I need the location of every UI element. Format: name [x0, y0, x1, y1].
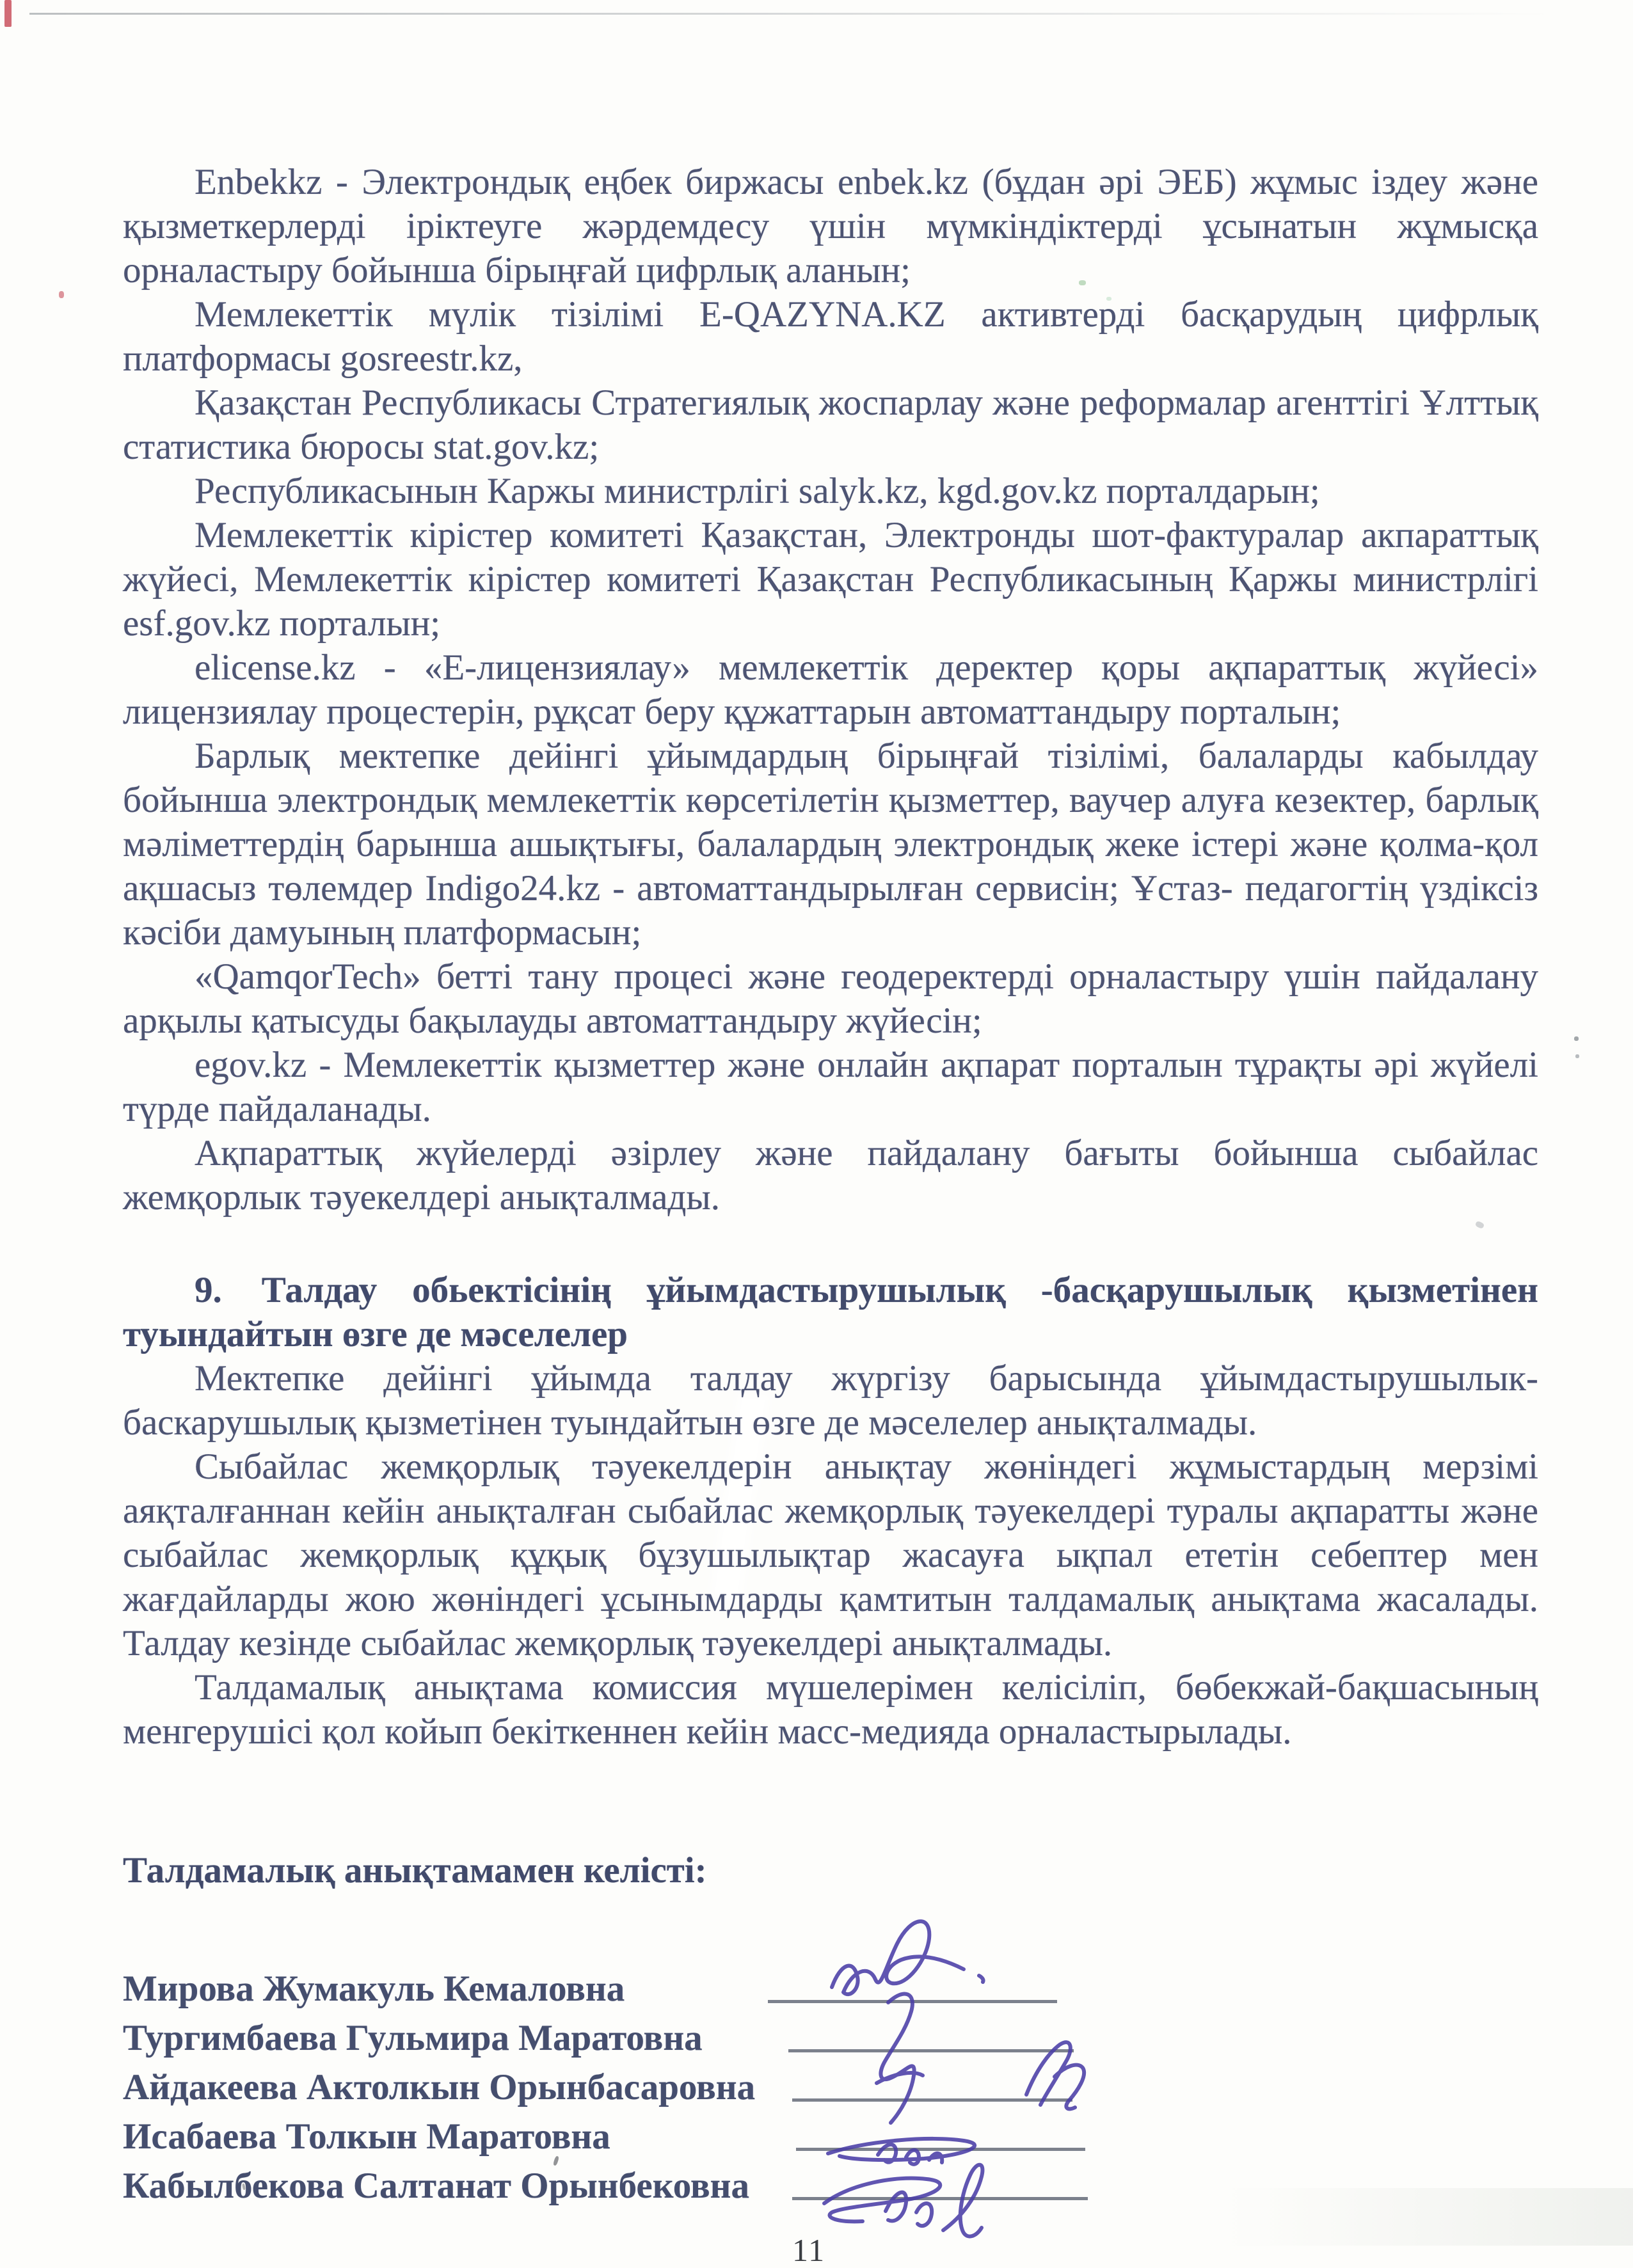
signatory-name: Айдакеева Актолкын Орынбасаровна — [123, 2067, 756, 2107]
body-paragraph: Enbekkz - Электрондық еңбек биржасы enbek.kz (бұдан әрі ЭЕБ) жұмыс іздеу және қызметкерлерді іріктеуге жәрдемдесу үшін мүмкіндіктерді ұсынатын жұмысқа орналастыру бойынша бірыңғай цифрлық аланын; — [123, 162, 1538, 290]
body-paragraph: elicense.kz - «Е-лицензиялау» мемлекеттік деректер қоры ақпараттық жүйесі» лицензиялау процестерін, рұқсат беру құжаттарын автоматтандыру порталын; — [123, 647, 1538, 732]
body-paragraph: Қазақстан Республикасы Стратегиялық жоспарлау және реформалар агенттігі Ұлттық статистика бюросы stat.gov.kz; — [123, 383, 1538, 467]
body-paragraph: Мемлекеттік мүлік тізілімі E-QAZYNA.KZ активтерді басқарудың цифрлық платформасы gosreestr.kz, — [123, 294, 1538, 379]
signature-line — [788, 2049, 1074, 2052]
body-paragraph: «QamqorTech» бетті тану процесі және геодеректерді орналастыру үшін пайдалану арқылы қатысуды бақылауды автоматтандыру жүйесін; — [123, 956, 1538, 1041]
agreement-heading: Талдамалық анықтамамен келісті: — [123, 1850, 707, 1891]
section-9-heading — [123, 1268, 1538, 1356]
signatory-row — [123, 2114, 1538, 2164]
section-number: 9. — [195, 1270, 222, 1310]
document-body — [123, 160, 1538, 2268]
scan-speck — [59, 291, 64, 298]
signatory-name: Мирова Жумакуль Кемаловна — [123, 1969, 625, 2009]
signatory-name: Исабаева Толкын Маратовна — [123, 2116, 610, 2157]
signature-line — [792, 2197, 1088, 2200]
scan-speck — [1574, 1036, 1579, 1041]
body-paragraph: Ақпараттық жүйелерді әзірлеу және пайдалану бағыты бойынша сыбайлас жемқорлык тәуекелдері анықталмады. — [123, 1133, 1538, 1217]
signatory-row — [123, 2065, 1538, 2114]
signatory-row — [123, 2016, 1538, 2065]
scan-top-edge-line — [29, 13, 1597, 15]
signature-line — [768, 2000, 1057, 2003]
signatory-row — [123, 2164, 1538, 2213]
body-paragraph: Барлық мектепке дейінгі ұйымдардың бірыңғай тізілімі, балаларды кабылдау бойынша электрондық мемлекеттік көрсетілетін қызметтер, ваучер алуға кезектер, барлық мәліметтердің барынша ашықтығы, балалардың электрондық жеке істері және қолма-қол ақшасыз төлемдер Indigo24.kz - автоматтандырылған сервисін; Ұстаз- педагогтің үздіксіз кәсіби дамуының платформасын; — [123, 736, 1538, 953]
signature-line — [796, 2148, 1085, 2151]
signature-line — [792, 2098, 1072, 2102]
page-number: 11 — [792, 2232, 826, 2268]
body-paragraph: Мемлекеттік кірістер комитеті Қазақстан, Электронды шот-фактуралар акпараттық жүйесі, Мемлекеттік кірістер комитеті Қазақстан Республикасының Қаржы министрлігі esf.gov.kz порталын; — [123, 515, 1538, 644]
body-paragraph: Республикасынын Каржы министрлігі salyk.kz, kgd.gov.kz порталдарын; — [195, 471, 1320, 511]
body-paragraph: Мектепке дейінгі ұйымда талдау жүргізу барысында ұйымдастырушылык-баскарушылық қызметінен туындайтын өзге де мәселелер анықталмады. — [123, 1358, 1538, 1443]
scan-speck — [1575, 1054, 1579, 1058]
signatory-name: Кабылбекова Салтанат Орынбековна — [123, 2166, 749, 2206]
signature-block — [123, 1967, 1538, 2213]
scan-red-corner-mark — [4, 0, 12, 27]
signatory-row — [123, 1967, 1538, 2016]
body-paragraph: Сыбайлас жемқорлық тәуекелдерін анықтау жөніндегі жұмыстардың мерзімі аяқталғаннан кейін анықталған сыбайлас жемқорлық тәуекелдері туралы ақпаратты және сыбайлас жемқорлық құқық бұзушылықтар жасауға ықпал ететін себептер мен жағдайларды жою жөніндегі ұсынымдарды қамтитын талдамалық анықтама жасалады. Талдау кезінде сыбайлас жемқорлық тәуекелдері анықталмады. — [123, 1447, 1538, 1663]
section-title: Талдау обьектісінің ұйымдастырушылық -басқарушылық қызметінен туындайтын өзге де мәселелер — [123, 1270, 1538, 1354]
signatory-name: Тургимбаева Гульмира Маратовна — [123, 2018, 703, 2058]
body-paragraph: Талдамалық анықтама комиссия мүшелерімен келісіліп, бөбекжай-бақшасының менгерушісі қол койып бекіткеннен кейін масс-медияда орналастырылады. — [123, 1667, 1538, 1752]
body-paragraph: egov.kz - Мемлекеттік қызметтер және онлайн ақпарат порталын тұрақты әрі жүйелі түрде пайдаланады. — [123, 1045, 1538, 1129]
